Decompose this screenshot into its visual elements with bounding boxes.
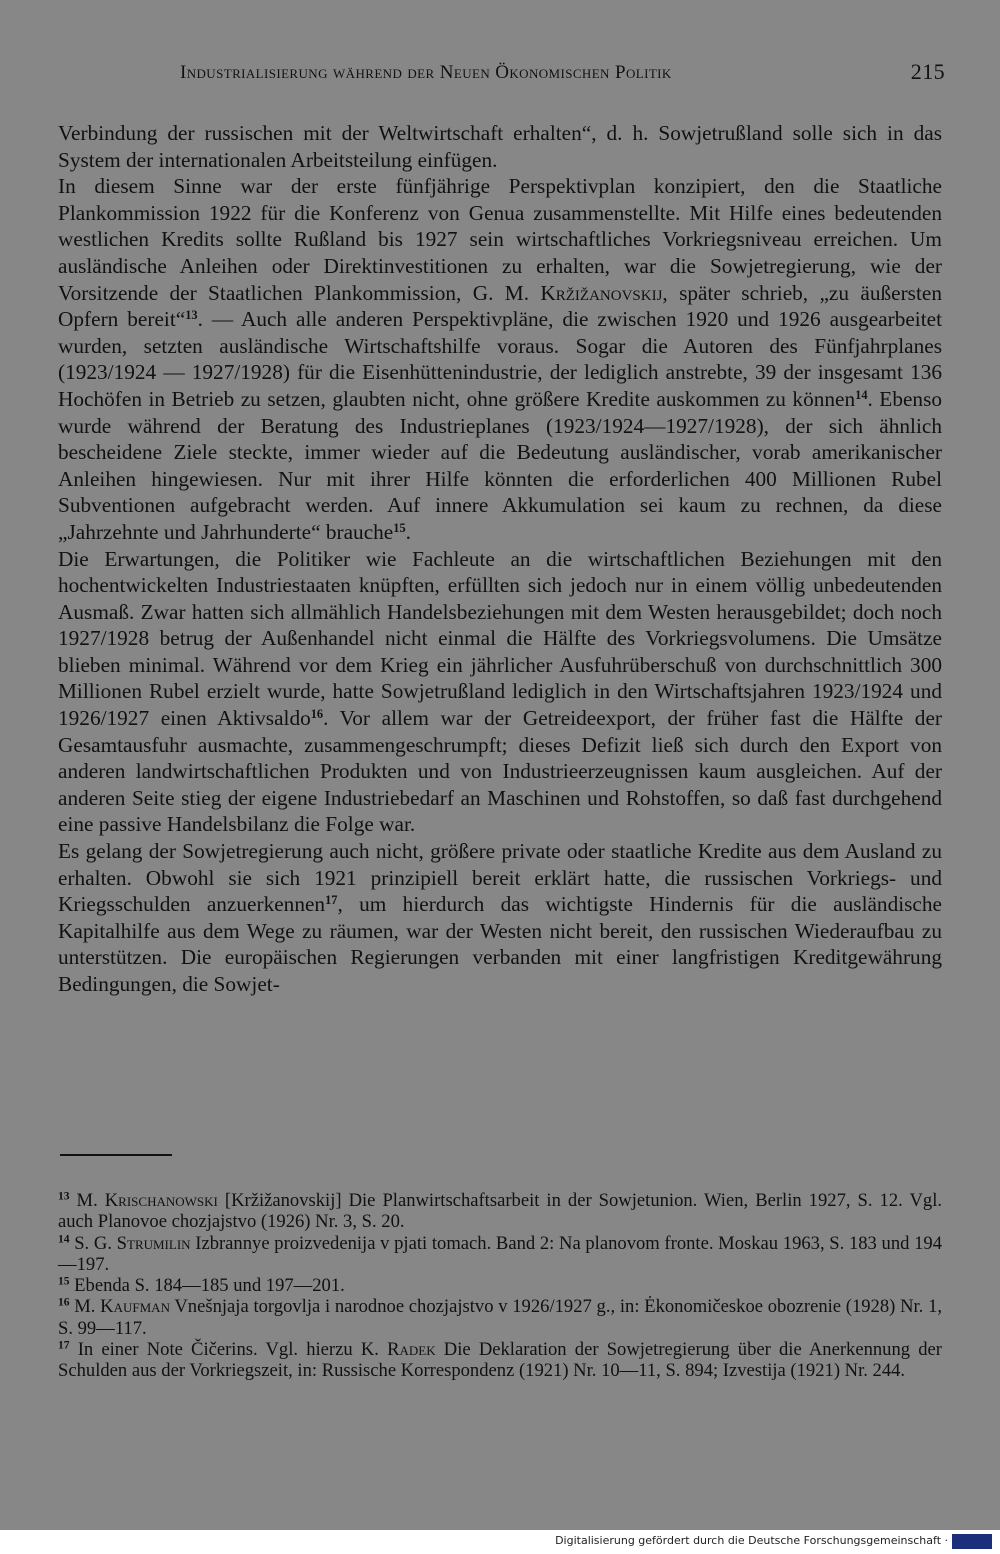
footnote-divider bbox=[60, 1154, 172, 1156]
footnote-ref-17[interactable]: 17 bbox=[325, 893, 338, 908]
footnote-16: $^{16}$ M. Kaufman Vnešnjaja torgovlja i narodnoe chozjajstvo v 1926/1927 g., in: Ėkonomičeskoe obozrenie (1928) Nr. 1, S. 99—117. bbox=[58, 1296, 943, 1339]
funding-credit: Digitalisierung gefördert durch die Deutsche Forschungsgemeinschaft · bbox=[555, 1534, 948, 1547]
paragraph-2: In diesem Sinne war der erste fünfjährige Perspektivplan konzipiert, den die Staatliche Plankommission 1922 für die Konferenz von Genua zusammenstellte. Mit Hilfe eines bedeutenden westlichen Kredits sollte Rußland bis 1927 sein wirtschaftliches Vorkriegsniveau erreichen. Um ausländische Anleihen oder Direktinvestitionen zu erhalten, war die Sowjetregierung, wie der Vorsitzende der Staatlichen Plankommission, G. M. Kržižanovskij, später schrieb, „zu äußersten Opfern bereit“$^{13}$. — Auch alle anderen Perspektivpläne, die zwischen 1920 und 1926 ausgearbeitet wurden, setzten ausländische Wirtschaftshilfe voraus. Sogar die Autoren des Fünfjahrplanes (1923/1924 — 1927/1928) für die Eisenhüttenindustrie, der lediglich anstrebte, 39 der insgesamt 136 Hochöfen in Betrieb zu setzen, glaubten nicht, ohne größere Kredite auskommen zu können$^{14}$. Ebenso wurde während der Beratung des Industrieplanes (1923/1924—1927/1928), der sich ähnlich bescheidene Ziele steckte, immer wieder auf die Bedeutung ausländischer, vorab amerikanischer Anleihen hingewiesen. Nur mit ihrer Hilfe könnten die erforderlichen 400 Millionen Rubel Subventionen aufgebracht werden. Auf innere Akkumulation sei kaum zu rechnen, da diese „Jahrzehnte und Jahrhunderte“ brauche$^{15}$. bbox=[58, 174, 943, 544]
running-header bbox=[180, 59, 945, 84]
running-title: Industrialisierung während der Neuen Ökonomischen Politik bbox=[180, 62, 672, 83]
main-text bbox=[58, 120, 942, 998]
footnote-13: $^{13}$ M. Krischanowski [Kržižanovskij] Die Planwirtschaftsarbeit in der Sowjetunion. Wien, Berlin 1927, S. 12. Vgl. auch Planovoe chozjajstvo (1926) Nr. 3, S. 20. bbox=[58, 1190, 943, 1233]
footnote-14: $^{14}$ S. G. Strumilin Izbrannye proizvedenija v pjati tomach. Band 2: Na planovom fronte. Moskau 1963, S. 183 und 194—197. bbox=[58, 1232, 943, 1275]
dfg-logo bbox=[952, 1534, 992, 1549]
digitization-footer bbox=[0, 1530, 1000, 1554]
footnote-15: $^{15}$ Ebenda S. 184—185 und 197—201. bbox=[58, 1275, 345, 1297]
author-name: Kržižanovskij bbox=[540, 280, 663, 305]
paragraph-1: Verbindung der russischen mit der Weltwirtschaft erhalten“, d. h. Sowjetrußland solle sich in das System der internationalen Arbeitsteilung einfügen. bbox=[58, 121, 942, 172]
paragraph-4: Es gelang der Sowjetregierung auch nicht, größere private oder staatliche Kredite aus dem Ausland zu erhalten. Obwohl sie sich 1921 prinzipiell bereit erklärt hatte, die russischen Vorkriegs- und Kriegsschulden anzuerkennen$^{17}$, um hierdurch das wichtigste Hindernis für die ausländische Kapitalhilfe aus dem Wege zu räumen, war der Westen nicht bereit, den russischen Wiederaufbau zu unterstützen. Die europäischen Regierungen verbanden mit einer langfristigen Kreditgewährung Bedingungen, die Sowjet- bbox=[58, 839, 942, 996]
footnote-17: $^{17}$ In einer Note Čičerins. Vgl. hierzu K. Radek Die Deklaration der Sowjetregierung über die Anerkennung der Schulden aus der Vorkriegszeit, in: Russische Korrespondenz (1921) Nr. 10—11, S. 894; Izvestija (1921) Nr. 244. bbox=[58, 1339, 942, 1382]
footnotes bbox=[58, 1190, 942, 1382]
footnote-ref-14[interactable]: 14 bbox=[855, 388, 868, 403]
page-number: 215 bbox=[910, 59, 945, 84]
footnote-ref-13[interactable]: 13 bbox=[185, 308, 198, 323]
footnote-ref-15[interactable]: 15 bbox=[393, 521, 406, 536]
paragraph-3: Die Erwartungen, die Politiker wie Fachleute an die wirtschaftlichen Beziehungen mit den hochentwickelten Industriestaaten knüpften, erfüllten sich jedoch nur in einem völlig unbedeutenden Ausmaß. Zwar hatten sich allmählich Handelsbeziehungen mit dem Westen herausgebildet; doch noch 1927/1928 betrug der Außenhandel nicht einmal die Hälfte des Vorkriegsvolumens. Die Umsätze blieben minimal. Während vor dem Krieg ein jährlicher Ausfuhrüberschuß von durchschnittlich 300 Millionen Rubel erzielt wurde, hatte Sowjetrußland lediglich in den Wirtschaftsjahren 1923/1924 und 1926/1927 einen Aktivsaldo$^{16}$. Vor allem war der Getreideexport, der früher fast die Hälfte der Gesamtausfuhr ausmachte, zusammengeschrumpft; dieses Defizit ließ sich durch den Export von anderen landwirtschaftlichen Produkten und von Industrieerzeugnissen kaum ausgleichen. Auf der anderen Seite stieg der eigene Industriebedarf an Maschinen und Rohstoffen, so daß fast durchgehend eine passive Handelsbilanz die Folge war. bbox=[58, 546, 942, 837]
footnote-ref-16[interactable]: 16 bbox=[310, 707, 324, 722]
